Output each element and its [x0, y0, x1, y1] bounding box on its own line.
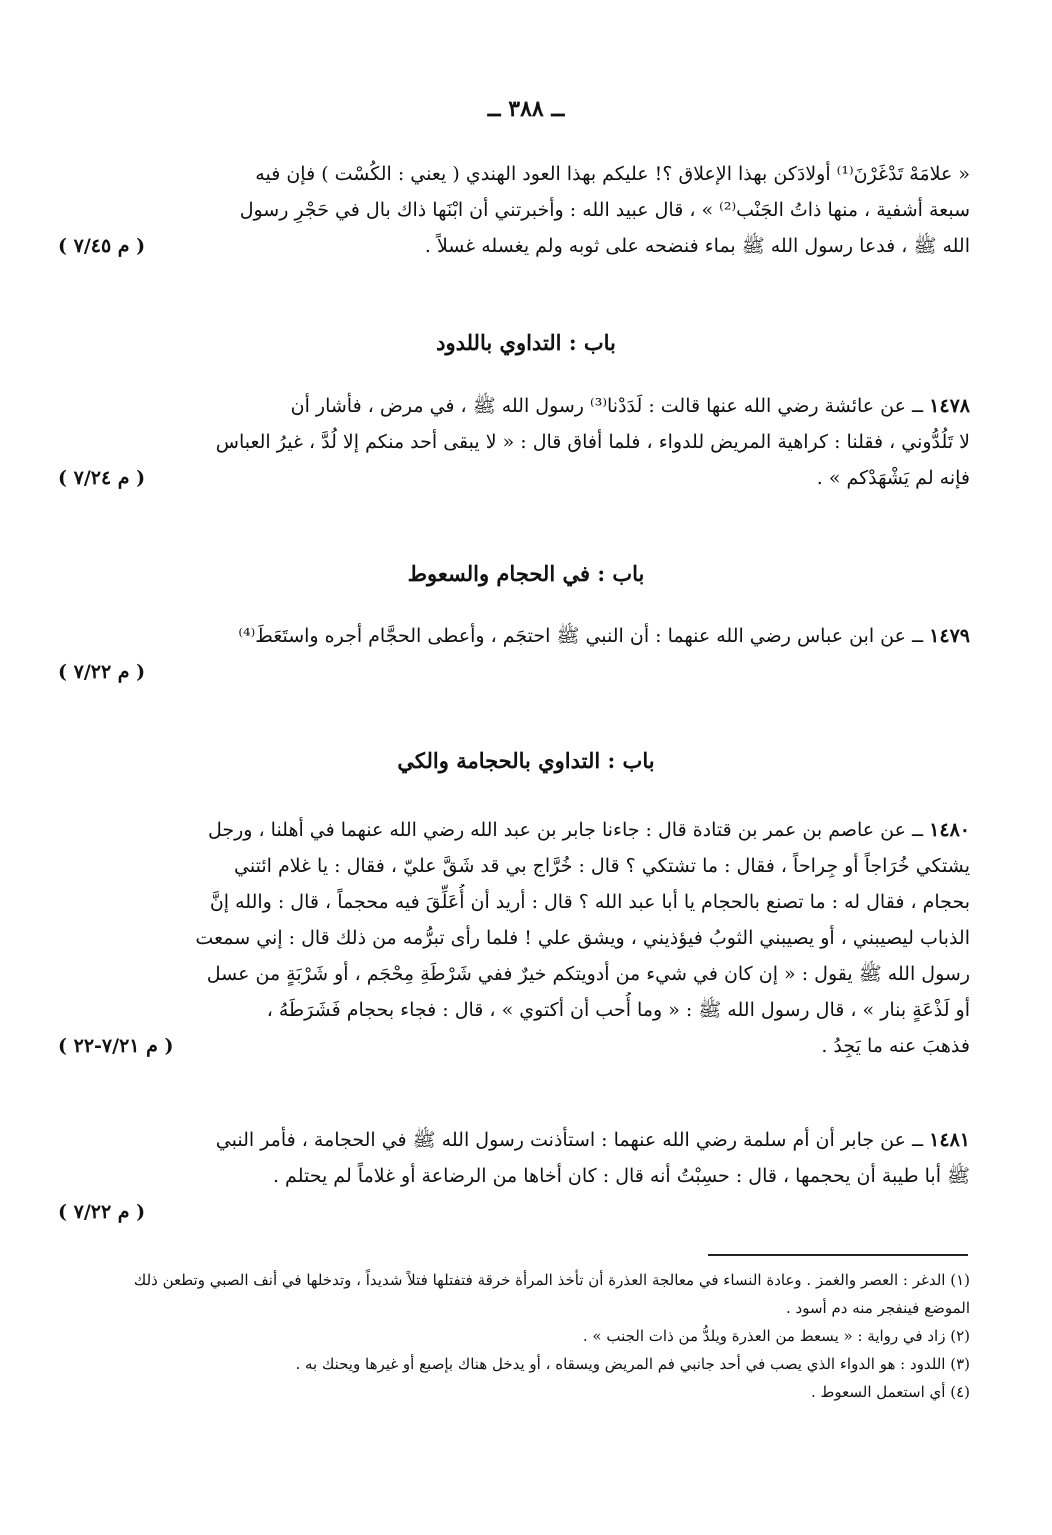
- hadith-line: الذباب ليصيبني ، أو يصيبني الثوبُ فيؤذيني ، ويشق علي ! فلما رأى تبرُّمه من ذلك قال : إني سمعت: [195, 927, 970, 949]
- reference: ( م ٧/٢١-٢٢ ): [58, 1035, 174, 1057]
- hadith-text: ــ عن عائشة رضي الله عنها قالت : لَدَدْنا⁽³⁾ رسول الله ﷺ ، في مرض ، فأشار أن: [290, 395, 924, 417]
- hadith-number: ١٤٨٠: [929, 819, 970, 841]
- section-heading: باب : التداوي باللدود: [436, 330, 616, 355]
- hadith-text: ــ عن ابن عباس رضي الله عنهما : أن النبي ﷺ احتجَم ، وأعطى الحجَّام أجره واستَعَطَ⁽⁴⁾: [238, 625, 924, 647]
- hadith-text: فإنه لم يَشْهَدْكم » .: [816, 467, 970, 489]
- hadith-line: [58, 1122, 970, 1158]
- hadith-1478: [58, 388, 970, 496]
- hadith-line: لا تَلُدُّوني ، فقلنا : كراهية المريض للدواء ، فلما أفاق قال : « لا يبقى أحد منكم إلا لُدَّ ، غيرُ العباس: [215, 431, 970, 453]
- reference: ( م ٧/٤٥ ): [58, 235, 146, 257]
- top-passage: [58, 156, 970, 264]
- passage-line: « علامَهْ تَدْغَرْنَ⁽¹⁾ أولادَكن بهذا الإعلاق ؟! عليكم بهذا العود الهندي ( يعني : الكُسْت ) فإن فيه: [255, 163, 970, 185]
- hadith-number: ١٤٨١: [929, 1129, 970, 1151]
- hadith-line: [58, 388, 970, 424]
- hadith-line-with-reference: [58, 1028, 970, 1064]
- passage-line-with-reference: [58, 228, 970, 264]
- hadith-text: ــ عن جابر أن أم سلمة رضي الله عنهما : استأذنت رسول الله ﷺ في الحجامة ، فأمر النبي: [215, 1129, 924, 1151]
- reference-line: [58, 654, 970, 690]
- hadith-1480: [58, 812, 970, 1064]
- hadith-line: يشتكي خُرَاجاً أو جِراحاً ، فقال : ما تشتكي ؟ قال : خُرَّاج بي قد شَقَّ عليّ ، فقال : يا غلام ائتني: [234, 855, 970, 877]
- reference: ( م ٧/٢٢ ): [58, 1201, 146, 1223]
- hadith-line: [58, 618, 970, 654]
- hadith-line: أو لَذْعَةٍ بنار » ، قال رسول الله ﷺ : « وما أُحب أن أكتوي » ، قال : فجاء بحجام فَشَرَطَهُ ،: [266, 999, 970, 1021]
- footnote: (١) الدغر : العصر والغمز . وعادة النساء في معالجة العذرة أن تأخذ المرأة خرقة فتفتلها فتلاً شديداً ، وتدخلها في أنف الصبي وتطعن ذلك: [133, 1271, 970, 1289]
- hadith-text: فذهبَ عنه ما يَجِدُ .: [821, 1035, 970, 1057]
- hadith-line: ﷺ أبا طيبة أن يحجمها ، قال : حسِبْتُ أنه قال : كان أخاها من الرضاعة أو غلاماً لم يحتلم .: [272, 1165, 970, 1187]
- section-heading: باب : التداوي بالحجامة والكي: [397, 748, 655, 773]
- hadith-number: ١٤٧٨: [929, 395, 970, 417]
- hadith-line: بحجام ، فقال له : ما تصنع بالحجام يا أبا عبد الله ؟ قال : أريد أن أُعَلِّقَ فيه محجماً ، قال : والله إنَّ: [209, 891, 970, 913]
- footnote: (٢) زاد في رواية : « يسعط من العذرة ويلدُّ من ذات الجنب » .: [582, 1327, 970, 1345]
- reference: ( م ٧/٢٢ ): [58, 661, 146, 683]
- footnote: (٣) اللدود : هو الدواء الذي يصب في أحد جانبي فم المريض ويسقاه ، أو يدخل هناك بإصبع أو غيرها ويحنك به .: [295, 1355, 970, 1373]
- footnote-divider: [708, 1254, 968, 1256]
- hadith-1479: [58, 618, 970, 690]
- passage-line: سبعة أشفية ، منها ذاتُ الجَنْب⁽²⁾ » ، قال عبيد الله : وأخبرتني أن ابْنَها ذاك بال في حَجْرِ رسول: [239, 199, 970, 221]
- page-number: ــ ٣٨٨ ــ: [487, 96, 565, 122]
- hadith-number: ١٤٧٩: [929, 625, 970, 647]
- hadith-text: ــ عن عاصم بن عمر بن قتادة قال : جاءنا جابر بن عبد الله رضي الله عنهما في أهلنا ، ورجل: [207, 819, 924, 841]
- reference-line: [58, 1194, 970, 1230]
- section-heading: باب : في الحجام والسعوط: [407, 561, 645, 586]
- reference: ( م ٧/٢٤ ): [58, 467, 146, 489]
- footnote-continuation: الموضع فينفجر منه دم أسود .: [786, 1299, 970, 1317]
- footnote: (٤) أي استعمل السعوط .: [810, 1383, 970, 1401]
- hadith-line: [58, 812, 970, 848]
- hadith-line-with-reference: [58, 460, 970, 496]
- hadith-1481: [58, 1122, 970, 1230]
- passage-line: الله ﷺ ، فدعا رسول الله ﷺ بماء فنضحه على ثوبه ولم يغسله غسلاً .: [424, 235, 970, 257]
- hadith-line: رسول الله ﷺ يقول : « إن كان في شيء من أدويتكم خيرٌ ففي شَرْطَةِ مِحْجَم ، أو شَرْبَةٍ من عسل: [206, 963, 970, 985]
- footnotes: [58, 1266, 970, 1406]
